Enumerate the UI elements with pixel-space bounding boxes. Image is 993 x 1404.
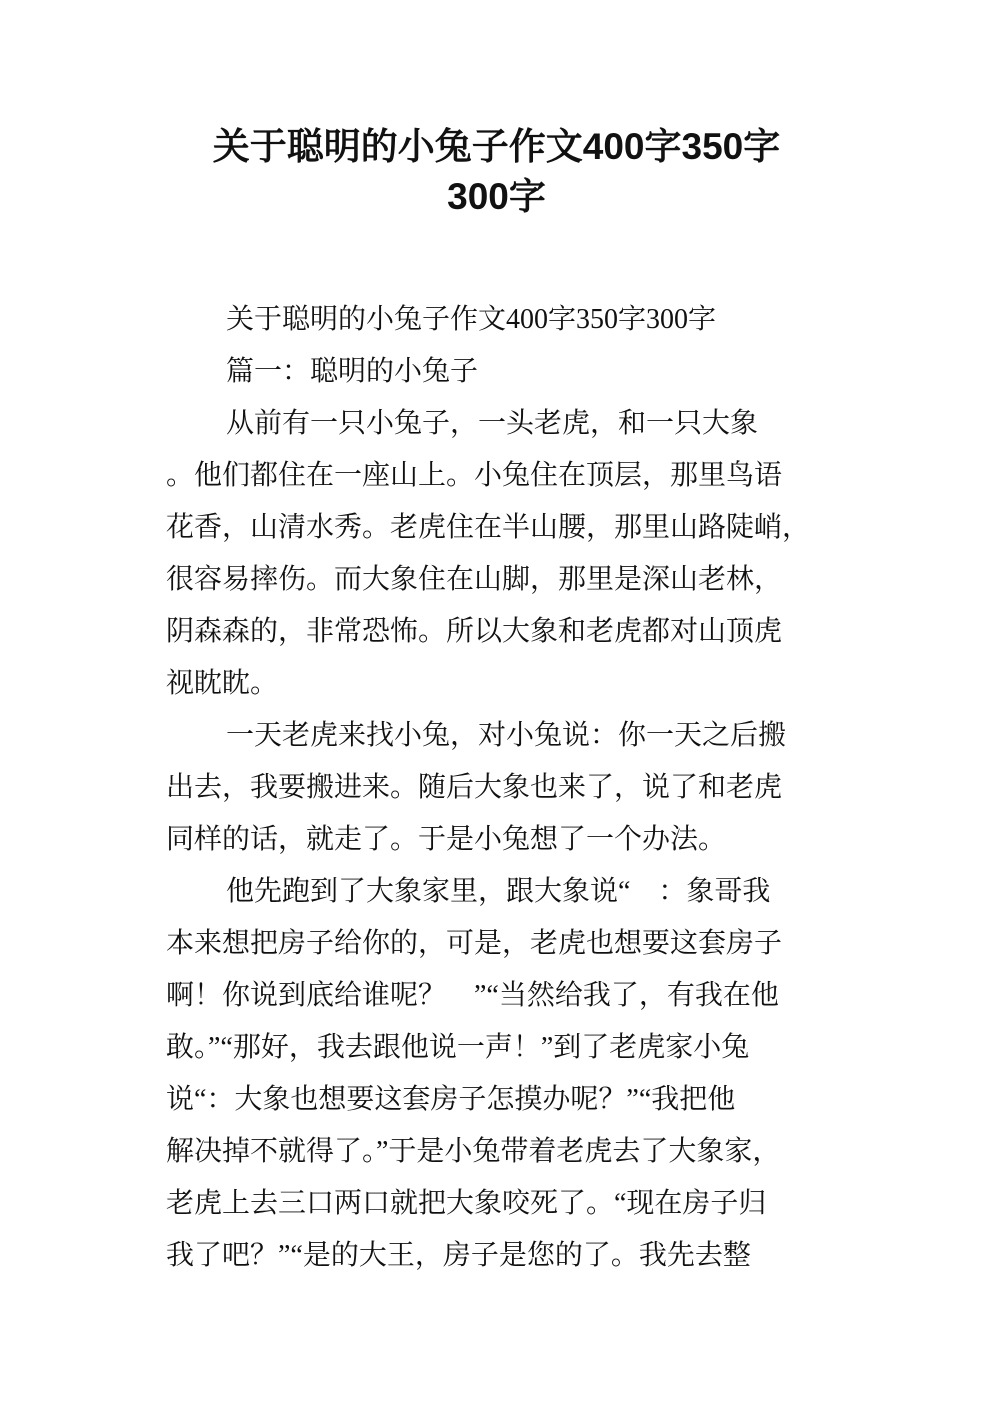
text-line: 一天老虎来找小兔，对小兔说：你一天之后搬	[226, 720, 787, 751]
document-body	[166, 294, 846, 1282]
text-line: 阴森森的，非常恐怖。所以大象和老虎都对山顶虎	[166, 616, 783, 647]
text-line: 老虎上去三口两口就把大象咬死了。“现在房子归	[166, 1188, 767, 1219]
text-line: 敢。”“那好，我去跟他说一声！”到了老虎家小兔	[166, 1032, 750, 1063]
text-line: 篇一：聪明的小兔子	[226, 356, 479, 387]
text-line: 他先跑到了大象家里，跟大象说“ ：象哥我	[226, 876, 771, 907]
text-line: 啊！你说到底给谁呢？ ”“当然给我了，有我在他	[166, 980, 779, 1011]
text-line: 同样的话，就走了。于是小兔想了一个办法。	[166, 824, 727, 855]
text-line: 从前有一只小兔子，一头老虎，和一只大象	[226, 408, 759, 439]
text-line: 本来想把房子给你的，可是，老虎也想要这套房子	[166, 928, 783, 959]
text-line: 花香，山清水秀。老虎住在半山腰，那里山路陡峭，	[166, 512, 811, 543]
text-line: 视眈眈。	[166, 668, 279, 699]
text-line: 很容易摔伤。而大象住在山脚，那里是深山老林，	[166, 564, 783, 595]
text-line: 关于聪明的小兔子作文400字350字300字	[226, 304, 717, 335]
title-line-1: 关于聪明的小兔子作文400字350字	[212, 126, 781, 167]
text-line: 说“：大象也想要这套房子怎摸办呢？”“我把他	[166, 1084, 736, 1115]
text-line: 解决掉不就得了。”于是小兔带着老虎去了大象家，	[166, 1136, 781, 1167]
text-line: 我了吧？”“是的大王，房子是您的了。我先去整	[166, 1240, 751, 1271]
text-line: 。他们都住在一座山上。小兔住在顶层，那里鸟语	[166, 460, 783, 491]
title-line-2: 300字	[447, 176, 546, 217]
text-line: 出去，我要搬进来。随后大象也来了，说了和老虎	[166, 772, 783, 803]
document-title	[0, 122, 993, 222]
